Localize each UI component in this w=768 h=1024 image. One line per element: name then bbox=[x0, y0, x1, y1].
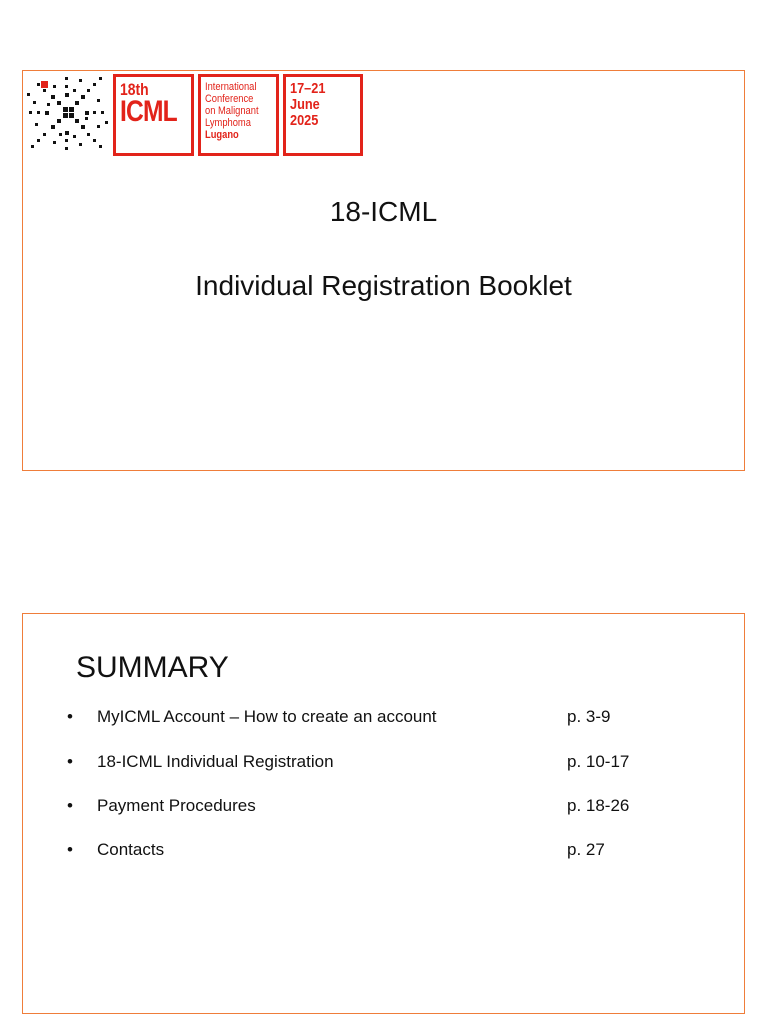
toc-item-label: Payment Procedures bbox=[97, 796, 256, 815]
logo-name-line: Lymphoma bbox=[205, 117, 251, 129]
icml-logo bbox=[25, 73, 363, 157]
logo-acronym: ICML bbox=[120, 95, 177, 128]
bullet-icon: • bbox=[67, 752, 73, 771]
logo-edition-number: 18th bbox=[120, 80, 149, 99]
toc-item-page: p. 10-17 bbox=[567, 752, 630, 771]
logo-date-box bbox=[283, 74, 363, 156]
toc-item-label: Contacts bbox=[97, 840, 165, 859]
logo-date-line: June bbox=[290, 96, 320, 113]
toc-item-label: MyICML Account – How to create an account bbox=[97, 707, 437, 726]
logo-name-line: Conference bbox=[205, 93, 254, 105]
logo-date-line: 2025 bbox=[290, 112, 319, 129]
lymphoma-cell-logo-icon bbox=[25, 73, 109, 157]
toc-item-page: p. 27 bbox=[567, 840, 605, 859]
logo-date-line: 17–21 bbox=[290, 80, 326, 97]
bullet-icon: • bbox=[67, 840, 73, 859]
cover-title: 18-ICML bbox=[329, 196, 438, 227]
bullet-icon: • bbox=[67, 796, 73, 815]
cover-slide bbox=[22, 70, 745, 471]
logo-conference-name-box bbox=[198, 74, 279, 156]
toc-item-label: 18-ICML Individual Registration bbox=[97, 752, 334, 771]
logo-name-line: on Malignant bbox=[205, 105, 259, 117]
toc-item bbox=[67, 840, 707, 862]
toc-item bbox=[67, 707, 707, 729]
toc-item bbox=[67, 752, 707, 774]
cover-subtitle: Individual Registration Booklet bbox=[195, 270, 572, 301]
summary-slide bbox=[22, 613, 745, 1014]
logo-location: Lugano bbox=[205, 129, 239, 141]
bullet-icon: • bbox=[67, 707, 73, 726]
logo-name-line: International bbox=[205, 81, 257, 93]
summary-heading: SUMMARY bbox=[76, 651, 229, 684]
toc-item-page: p. 3-9 bbox=[567, 707, 611, 726]
toc-item bbox=[67, 796, 707, 818]
toc-item-page: p. 18-26 bbox=[567, 796, 630, 815]
logo-edition-box bbox=[113, 74, 194, 156]
